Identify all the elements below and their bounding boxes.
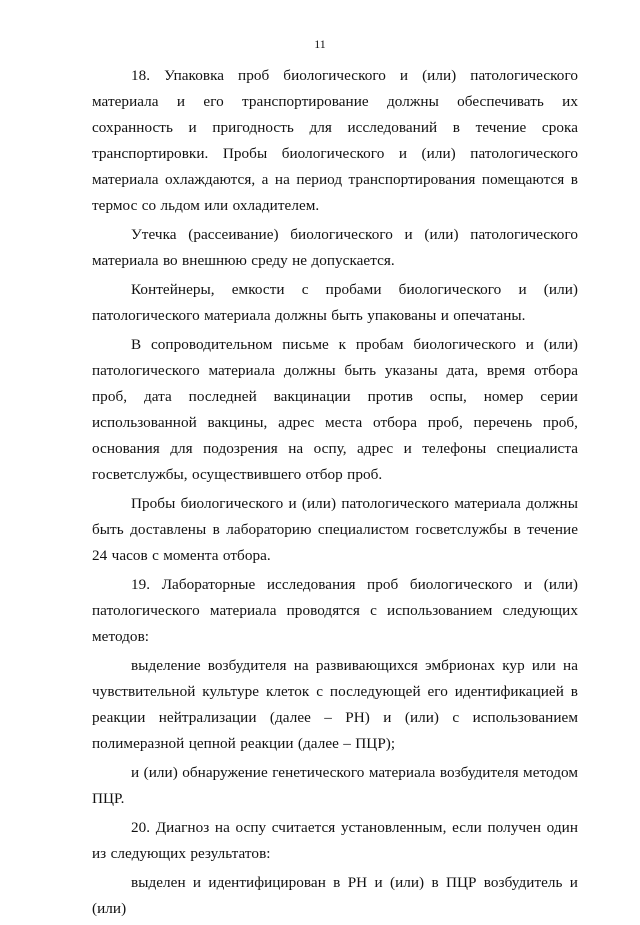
paragraph-20-diagnosis: 20. Диагноз на оспу считается установленным, если получен один из следующих результатов: bbox=[92, 819, 578, 862]
paragraph-leakage: Утечка (рассеивание) биологического и (или) патологического материала во внешнюю среду не допускается. bbox=[92, 226, 578, 269]
paragraph-result-1: выделен и идентифицирован в РН и (или) в ПЦР возбудитель и (или) bbox=[92, 874, 578, 917]
paragraph-method-isolation: выделение возбудителя на развивающихся эмбрионах кур или на чувствительной культуре клеток с последующей его идентификацией в реакции нейтрализации (далее – РН) и (или) с использованием полимеразной цепной реакции (далее – ПЦР); bbox=[92, 657, 578, 752]
page-number: 11 bbox=[314, 37, 326, 51]
paragraph-18-packaging: 18. Упаковка проб биологического и (или) патологического материала и его транспортирование должны обеспечивать их сохранность и пригодность для исследований в течение срока транспортировки. Пробы биологического и (или) патологического материала охлаждаются, а на период транспортирования помещаются в термос со льдом или охладителем. bbox=[92, 67, 578, 214]
paragraph-delivery: Пробы биологического и (или) патологического материала должны быть доставлены в лабораторию специалистом госветслужбы в течение 24 часов с момента отбора. bbox=[92, 495, 578, 564]
paragraph-cover-letter: В сопроводительном письме к пробам биологического и (или) патологического материала должны быть указаны дата, время отбора проб, дата последней вакцинации против оспы, номер серии использованной вакцины, адрес места отбора проб, перечень проб, основания для подозрения на оспу, адрес и телефоны специалиста госветслужбы, осуществившего отбор проб. bbox=[92, 336, 578, 483]
paragraph-containers: Контейнеры, емкости с пробами биологического и (или) патологического материала должны быть упакованы и опечатаны. bbox=[92, 281, 578, 324]
paragraph-method-pcr: и (или) обнаружение генетического материала возбудителя методом ПЦР. bbox=[92, 764, 578, 807]
paragraph-19-lab-methods: 19. Лабораторные исследования проб биологического и (или) патологического материала проводятся с использованием следующих методов: bbox=[92, 576, 578, 645]
document-body bbox=[92, 63, 578, 925]
